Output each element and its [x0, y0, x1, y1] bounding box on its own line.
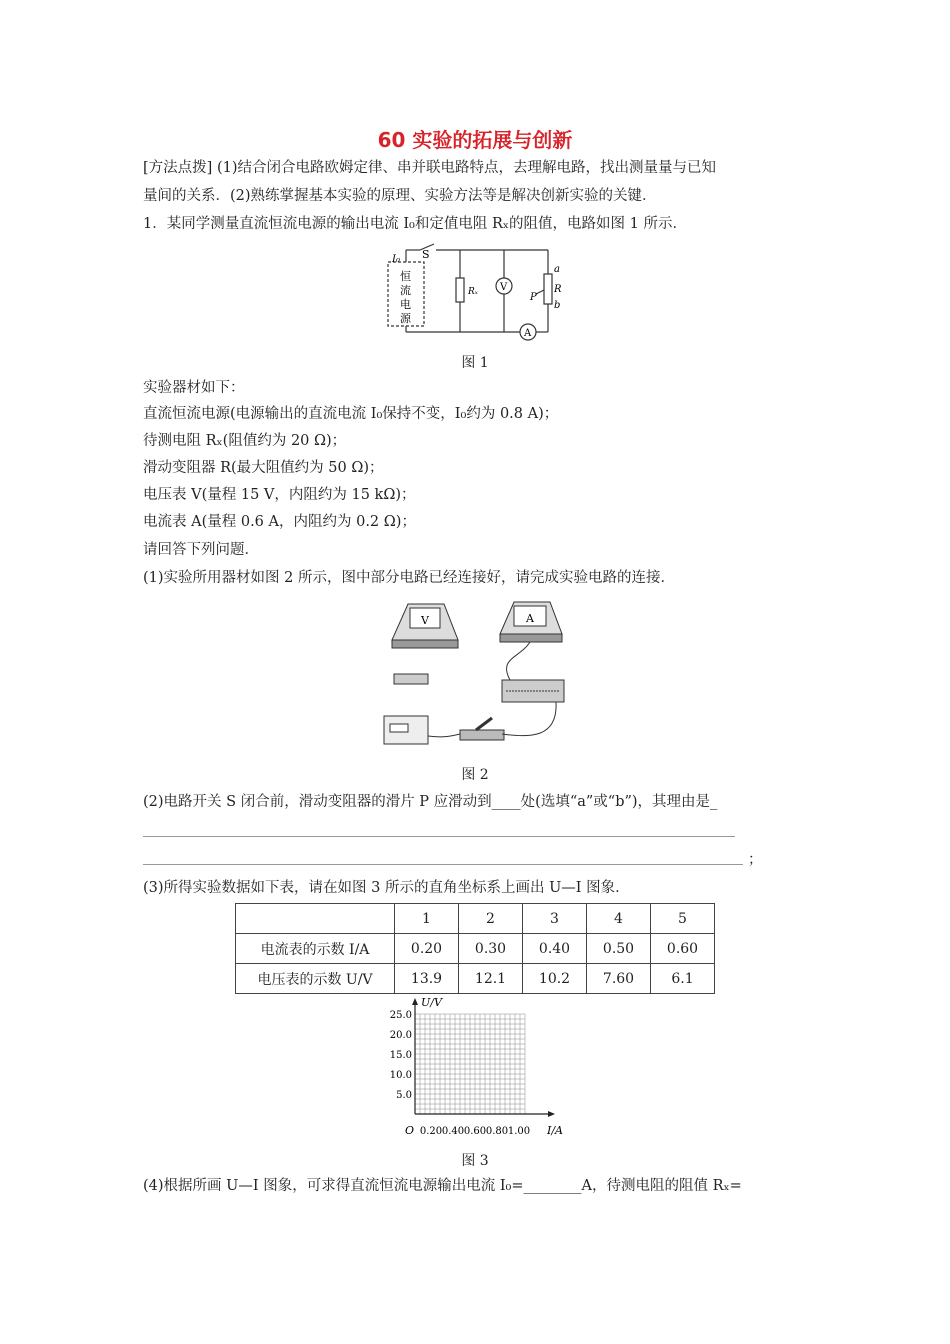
table-cell: 6.1: [651, 964, 715, 994]
y-tick-label: 15.0: [389, 1050, 412, 1061]
slider-p: [536, 290, 544, 294]
table-cell: 0.40: [523, 934, 587, 964]
y-tick-label: 25.0: [389, 1010, 412, 1021]
x-tick-label: 0.80: [485, 1126, 509, 1137]
x-axis-label: I/A: [547, 1124, 563, 1137]
label-switch: S: [422, 248, 430, 261]
label-b: b: [554, 300, 561, 311]
table-row: [236, 964, 715, 994]
label-voltmeter: V: [500, 282, 508, 293]
source-char-4: 源: [400, 312, 411, 325]
table-cell: 10.2: [523, 964, 587, 994]
sub-question-2: (2)电路开关 S 闭合前，滑动变阻器的滑片 P 应滑动到____处(选填“a”或“b”)，其理由是_: [143, 794, 718, 810]
table-cell: 12.1: [459, 964, 523, 994]
table-cell: 4: [587, 904, 651, 934]
material-item: 直流恒流电源(电源输出的直流电流 I₀保持不变，I₀约为 0.8 A)；: [143, 406, 559, 422]
label-r: R: [554, 284, 562, 295]
table-cell: [236, 904, 395, 934]
question-stem: 1．某同学测量直流恒流电源的输出电流 I₀和定值电阻 Rₓ的阻值，电路如图 1 所示．: [143, 216, 687, 232]
fig1-caption: 图 1: [461, 355, 489, 371]
coordinate-grid: [385, 996, 575, 1141]
table-cell: 13.9: [395, 964, 459, 994]
circuit-diagram: [370, 240, 580, 345]
origin-label: O: [405, 1124, 415, 1137]
fig2-caption: 图 2: [461, 767, 489, 783]
rheostat-r: [544, 274, 552, 304]
x-tick-label: 0.60: [463, 1126, 487, 1137]
table-cell: 电压表的示数 U/V: [236, 964, 395, 994]
apparatus-figure: [380, 598, 580, 753]
table-row: [236, 904, 715, 934]
materials-title: 实验器材如下：: [143, 380, 245, 396]
x-tick-label: 0.20: [419, 1126, 443, 1137]
table-cell: 0.20: [395, 934, 459, 964]
sub2-end: ；: [748, 852, 763, 868]
label-rx: Rₓ: [468, 287, 478, 297]
answer-blank-line: [143, 864, 743, 865]
answer-blank-line: [143, 836, 735, 837]
x-tick-label: 1.00: [507, 1126, 531, 1137]
y-axis-label: U/V: [421, 996, 442, 1009]
method-label: [方法点拨]: [143, 160, 213, 176]
page-title: 60 实验的拓展与创新: [377, 128, 573, 152]
prompt: 请回答下列问题．: [143, 542, 259, 558]
x-tick-label: 0.40: [441, 1126, 465, 1137]
table-cell: 7.60: [587, 964, 651, 994]
method-text-1: (1)结合闭合电路欧姆定律、串并联电路特点，去理解电路，找出测量量与已知: [216, 160, 716, 176]
label-a: a: [554, 264, 560, 275]
material-item: 滑动变阻器 R(最大阻值约为 50 Ω)；: [143, 460, 384, 476]
material-item: 电压表 V(量程 15 V，内阻约为 15 kΩ)；: [143, 487, 416, 503]
label-p: P: [530, 292, 537, 303]
table-row: [236, 934, 715, 964]
label-ammeter: A: [524, 328, 532, 339]
resistor-rx: [456, 278, 464, 302]
table-cell: 2: [459, 904, 523, 934]
table-cell: 0.50: [587, 934, 651, 964]
data-table: [235, 903, 715, 994]
sub-question-1: (1)实验所用器材如图 2 所示，图中部分电路已经连接好，请完成实验电路的连接．: [143, 570, 675, 586]
table-cell: 1: [395, 904, 459, 934]
sub-question-4: (4)根据所画 U—I 图象，可求得直流恒流电源输出电流 I₀=________A，待测电阻的阻值 Rₓ=: [143, 1178, 742, 1194]
table-cell: 5: [651, 904, 715, 934]
material-item: 待测电阻 Rₓ(阻值约为 20 Ω)；: [143, 433, 347, 449]
sub-question-3: (3)所得实验数据如下表，请在如图 3 所示的直角坐标系上画出 U—I 图象．: [143, 880, 630, 896]
meter-v-label: V: [421, 614, 429, 627]
resistor-block: [394, 674, 428, 684]
y-tick-label: 5.0: [396, 1090, 412, 1101]
method-line-1: [143, 158, 716, 178]
material-item: 电流表 A(量程 0.6 A，内阻约为 0.2 Ω)；: [143, 514, 416, 530]
y-axis-arrow: [412, 998, 418, 1005]
method-line-2: 量间的关系．(2)熟练掌握基本实验的原理、实验方法等是解决创新实验的关键．: [143, 188, 657, 204]
table-cell: 0.30: [459, 934, 523, 964]
meter-a-label: A: [526, 612, 534, 625]
label-current: I₀: [392, 254, 400, 265]
switch-base: [460, 730, 504, 740]
source-char-2: 流: [400, 284, 411, 297]
fig3-caption: 图 3: [461, 1153, 489, 1169]
table-cell: 电流表的示数 I/A: [236, 934, 395, 964]
table-cell: 3: [523, 904, 587, 934]
x-axis-arrow: [548, 1111, 555, 1117]
y-tick-label: 10.0: [389, 1070, 412, 1081]
source-char-1: 恒: [400, 270, 411, 283]
source-char-3: 电: [400, 298, 411, 311]
table-cell: 0.60: [651, 934, 715, 964]
y-tick-label: 20.0: [389, 1030, 412, 1041]
